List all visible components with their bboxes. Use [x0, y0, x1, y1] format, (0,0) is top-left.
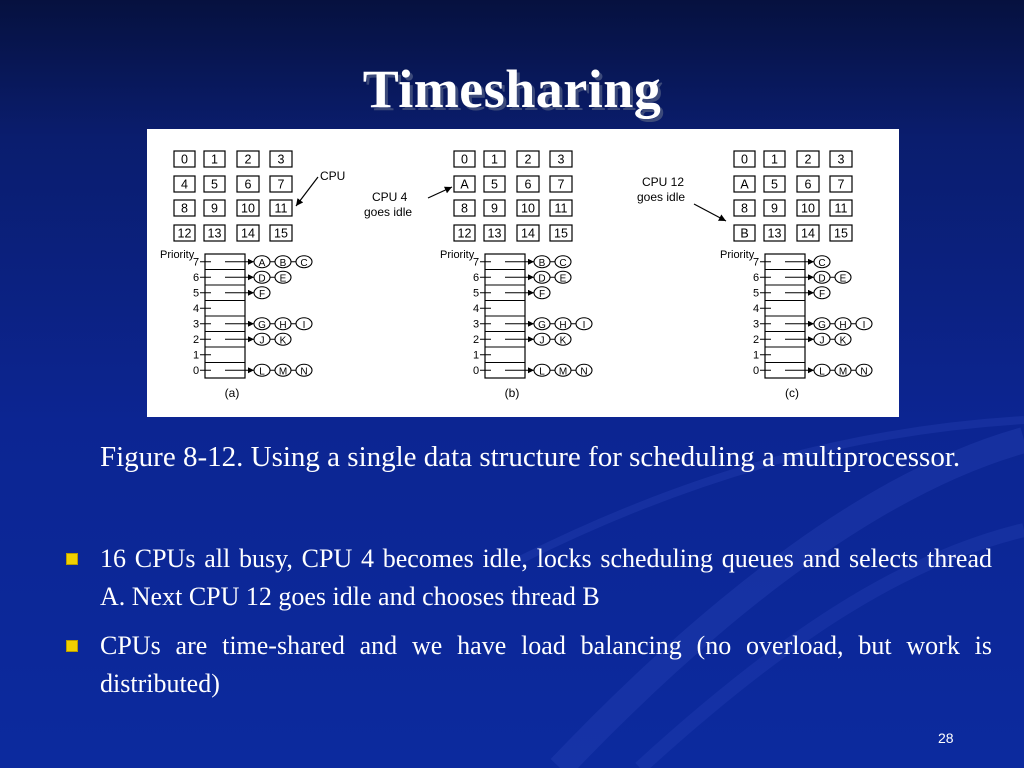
cpu-cell-label: 11	[274, 201, 288, 216]
cpu-cell-label: A	[740, 177, 749, 192]
cpu-cell-label: 6	[804, 177, 812, 192]
scheduling-figure	[147, 129, 899, 417]
thread-label: J	[259, 335, 265, 347]
cpu-cell-label: 2	[244, 152, 252, 167]
cpu-cell-label: 3	[277, 152, 285, 167]
thread-label: J	[819, 335, 825, 347]
annotation-label: CPU 4	[372, 190, 408, 204]
cpu-cell-label: 11	[554, 201, 568, 216]
priority-level-label: 0	[753, 365, 760, 377]
thread-label: I	[302, 319, 306, 331]
panel-label: (c)	[785, 386, 799, 400]
thread-label: C	[559, 257, 567, 269]
priority-level-label: 3	[473, 318, 480, 331]
thread-label: G	[818, 319, 826, 331]
cpu-cell-label: 5	[211, 177, 218, 192]
slide-title: Timesharing	[362, 59, 662, 119]
thread-label: J	[539, 335, 545, 347]
bullet-square-icon	[66, 640, 78, 652]
panel-label: (b)	[504, 386, 520, 400]
panel-label: (a)	[224, 386, 240, 400]
cpu-cell-label: 1	[211, 152, 218, 167]
page-number: 28	[938, 730, 954, 746]
cpu-cell-label: 13	[767, 226, 782, 241]
priority-level-label: 4	[473, 303, 480, 315]
cpu-cell-label: 3	[837, 152, 845, 167]
cpu-cell-label: 8	[461, 201, 468, 216]
cpu-cell-label: 13	[207, 226, 222, 241]
bullet-item	[62, 627, 992, 703]
thread-label: M	[838, 366, 848, 378]
cpu-cell-label: 0	[461, 152, 468, 167]
bullet-item	[62, 540, 992, 616]
cpu-cell-label: 15	[834, 226, 848, 241]
cpu-cell-label: 7	[837, 177, 845, 192]
priority-level-label: 4	[193, 303, 200, 315]
priority-level-label: 7	[473, 256, 480, 269]
cpu-cell-label: 10	[521, 201, 535, 216]
thread-label: F	[818, 288, 826, 300]
thread-label: E	[839, 273, 847, 285]
figure-caption: Figure 8-12. Using a single data structure for scheduling a multiprocessor.	[100, 441, 961, 473]
cpu-cell-label: B	[740, 226, 749, 241]
thread-label: K	[279, 335, 287, 347]
thread-label: G	[538, 319, 546, 331]
thread-label: K	[839, 335, 847, 347]
cpu-cell-label: 9	[491, 201, 498, 216]
cpu-cell-label: 2	[524, 152, 532, 167]
cpu-cell-label: 10	[241, 201, 255, 216]
thread-label: E	[559, 273, 567, 285]
priority-level-label: 6	[753, 272, 760, 284]
thread-label: N	[860, 366, 868, 378]
cpu-cell-label: 14	[521, 226, 535, 241]
priority-level-label: 6	[193, 272, 200, 284]
priority-level-label: 2	[193, 334, 200, 346]
bullet-square-icon	[66, 553, 78, 565]
thread-label: K	[559, 335, 567, 347]
annotation-arrow	[694, 204, 726, 221]
cpu-cell-label: 14	[241, 226, 255, 241]
thread-label: G	[258, 319, 266, 331]
thread-label: N	[300, 366, 308, 378]
thread-label: H	[279, 319, 287, 331]
priority-level-label: 7	[193, 256, 200, 269]
thread-label: M	[558, 366, 568, 378]
cpu-cell-label: 3	[557, 152, 565, 167]
thread-label: M	[278, 366, 288, 378]
thread-label: N	[580, 366, 588, 378]
bullet-text: 16 CPUs all busy, CPU 4 becomes idle, locks scheduling queues and selects thread A. Next CPU 12 goes idle and chooses thread B	[100, 544, 992, 611]
priority-level-label: 6	[473, 272, 480, 284]
multiprocessor-scheduling-diagram	[147, 129, 899, 417]
priority-level-label: 3	[193, 318, 200, 331]
cpu-cell-label: 6	[524, 177, 532, 192]
cpu-cell-label: 15	[274, 226, 288, 241]
thread-label: L	[259, 366, 265, 378]
annotation-label: goes idle	[364, 205, 413, 219]
priority-level-label: 1	[193, 349, 200, 362]
thread-label: B	[279, 257, 287, 269]
priority-level-label: 5	[753, 287, 760, 300]
cpu-cell-label: 2	[804, 152, 812, 167]
annotation-arrow	[428, 187, 452, 198]
thread-label: I	[582, 319, 586, 331]
priority-label: Priority	[440, 249, 475, 261]
priority-level-label: 2	[473, 334, 480, 346]
cpu-cell-label: 8	[181, 201, 188, 216]
cpu-cell-label: 7	[277, 177, 285, 192]
priority-level-label: 5	[473, 287, 480, 300]
cpu-cell-label: 14	[801, 226, 815, 241]
priority-level-label: 0	[473, 365, 480, 377]
cpu-cell-label: 1	[771, 152, 778, 167]
thread-label: D	[538, 273, 546, 285]
cpu-cell-label: 5	[491, 177, 498, 192]
thread-label: B	[538, 257, 546, 269]
thread-label: A	[258, 257, 266, 269]
cpu-cell-label: 12	[457, 226, 472, 241]
thread-label: H	[559, 319, 567, 331]
priority-level-label: 1	[473, 349, 480, 362]
thread-label: F	[538, 288, 546, 300]
cpu-cell-label: 9	[211, 201, 218, 216]
cpu-cell-label: 10	[801, 201, 815, 216]
thread-label: H	[839, 319, 847, 331]
cpu-cell-label: A	[460, 177, 469, 192]
cpu-cell-label: 0	[181, 152, 188, 167]
bullet-list	[62, 540, 992, 714]
cpu-cell-label: 5	[771, 177, 778, 192]
cpu-cell-label: 11	[834, 201, 848, 216]
thread-label: L	[539, 366, 545, 378]
cpu-cell-label: 12	[177, 226, 192, 241]
cpu-cell-label: 13	[487, 226, 502, 241]
priority-level-label: 1	[753, 349, 760, 362]
cpu-cell-label: 15	[554, 226, 568, 241]
annotation-label: CPU	[320, 169, 346, 183]
priority-level-label: 0	[193, 365, 200, 377]
priority-level-label: 4	[753, 303, 760, 315]
annotation-arrow	[296, 177, 318, 206]
cpu-cell-label: 4	[181, 177, 188, 192]
thread-label: D	[258, 273, 266, 285]
cpu-cell-label: 6	[244, 177, 252, 192]
cpu-cell-label: 1	[491, 152, 498, 167]
thread-label: F	[258, 288, 266, 300]
cpu-cell-label: 9	[771, 201, 778, 216]
priority-label: Priority	[160, 249, 195, 261]
priority-level-label: 7	[753, 256, 760, 269]
thread-label: C	[818, 257, 826, 269]
annotation-label: goes idle	[637, 190, 686, 204]
cpu-cell-label: 7	[557, 177, 565, 192]
thread-label: L	[819, 366, 825, 378]
priority-level-label: 5	[193, 287, 200, 300]
priority-label: Priority	[720, 249, 755, 261]
annotation-label: CPU 12	[642, 175, 685, 189]
priority-level-label: 2	[753, 334, 760, 346]
thread-label: C	[300, 257, 308, 269]
priority-level-label: 3	[753, 318, 760, 331]
cpu-cell-label: 8	[741, 201, 748, 216]
thread-label: I	[862, 319, 866, 331]
thread-label: E	[279, 273, 287, 285]
bullet-text: CPUs are time-shared and we have load balancing (no overload, but work is distributed)	[100, 631, 992, 698]
thread-label: D	[818, 273, 826, 285]
cpu-cell-label: 0	[741, 152, 748, 167]
